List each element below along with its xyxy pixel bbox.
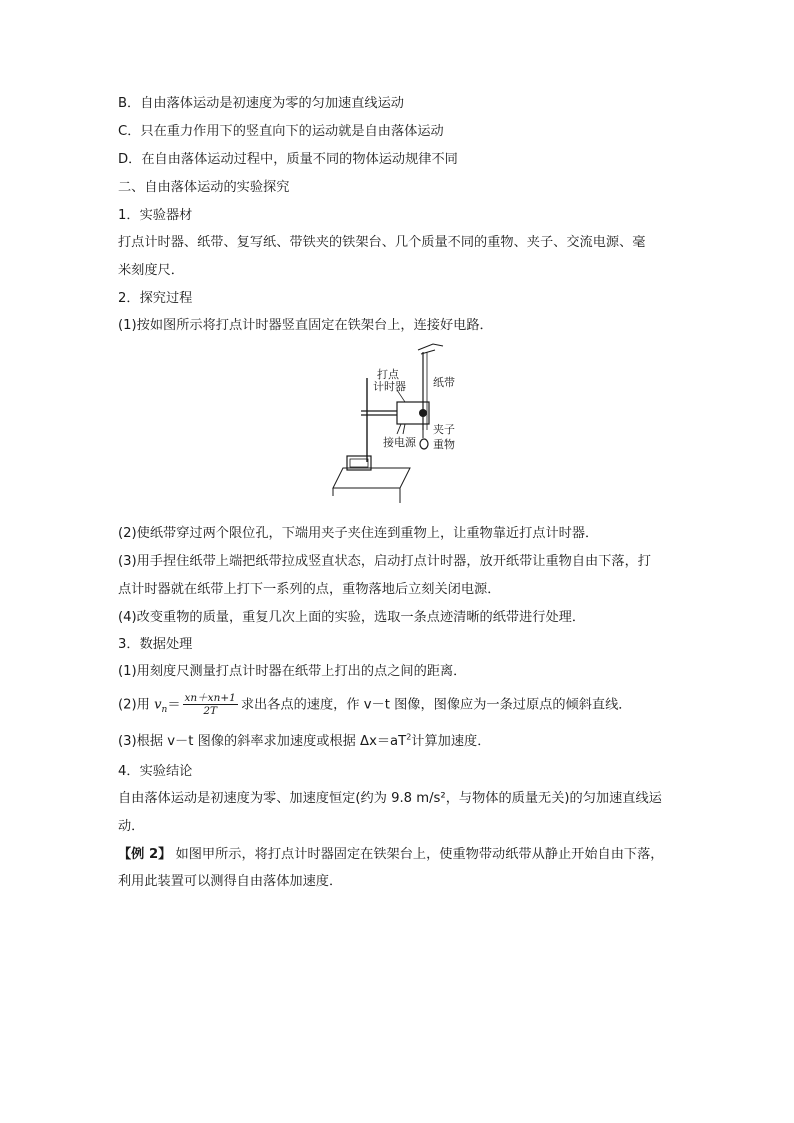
apparatus-figure: [324, 338, 455, 503]
data-step3: (3)根据 v－t 图像的斜率求加速度或根据 $\Delta x=aT^2$计算加速度．: [118, 732, 491, 749]
equipment-text-line2: 米刻度尺．: [118, 263, 184, 278]
velocity-fraction: $\frac{xn+xn+1}{2T}$: [184, 692, 236, 717]
procedure-step3-line1: (3)用手捏住纸带上端把纸带拉成竖直状态，启动打点计时器，放开纸带让重物自由下落，打: [118, 554, 651, 569]
timer-label-1: 打点: [377, 368, 399, 381]
example-line1: 【例 2】 如图甲所示，将打点计时器固定在铁架台上，使重物带动纸带从静止开始自由下落，: [118, 847, 664, 862]
conclusion-line2: 动．: [118, 819, 145, 834]
tape-label: 纸带: [433, 376, 455, 389]
hand: [418, 344, 443, 354]
power-wires: [397, 424, 405, 434]
data-step2: (2)用 $v_n=$ $\frac{xn+xn+1}{2T}$ 求出各点的速度，作 v－t 图像，图像应为一条过原点的倾斜直线．: [118, 692, 632, 717]
conclusion-heading: 4．实验结论: [118, 764, 193, 779]
clip-label: 夹子: [433, 423, 455, 436]
option-c: C．只在重力作用下的竖直向下的运动就是自由落体运动: [118, 124, 444, 139]
procedure-step1: (1)按如图所示将打点计时器竖直固定在铁架台上，连接好电路．: [118, 318, 493, 333]
option-d: D．在自由落体运动过程中，质量不同的物体运动规律不同: [118, 152, 458, 167]
power-label: 接电源: [383, 436, 416, 449]
table-top: [333, 468, 410, 488]
procedure-heading: 2．探究过程: [118, 291, 193, 306]
example-tag: 【例 2】: [118, 847, 172, 862]
option-b: B．自由落体运动是初速度为零的匀加速直线运动: [118, 96, 404, 111]
timer-label-2: 计时器: [373, 380, 406, 393]
procedure-step4: (4)改变重物的质量，重复几次上面的实验，选取一条点迹清晰的纸带进行处理．: [118, 610, 586, 625]
procedure-step3-line2: 点计时器就在纸带上打下一系列的点，重物落地后立刻关闭电源．: [118, 582, 501, 597]
section-heading: 二、自由落体运动的实验探究: [118, 180, 290, 195]
procedure-step2: (2)使纸带穿过两个限位孔，下端用夹子夹住连到重物上，让重物靠近打点计时器．: [118, 526, 599, 541]
equipment-heading: 1．实验器材: [118, 208, 193, 223]
conclusion-line1: 自由落体运动是初速度为零、加速度恒定(约为 9.8 m/s²，与物体的质量无关)的匀加速直线运: [118, 791, 662, 806]
data-step1: (1)用刻度尺测量打点计时器在纸带上打出的点之间的距离．: [118, 664, 467, 679]
equipment-text-line1: 打点计时器、纸带、复写纸、带铁夹的铁架台、几个质量不同的重物、夹子、交流电源、毫: [118, 235, 646, 250]
weight: [420, 439, 428, 449]
example-line2: 利用此装置可以测得自由落体加速度．: [118, 874, 343, 889]
weight-label: 重物: [433, 438, 455, 451]
data-heading: 3．数据处理: [118, 637, 193, 652]
